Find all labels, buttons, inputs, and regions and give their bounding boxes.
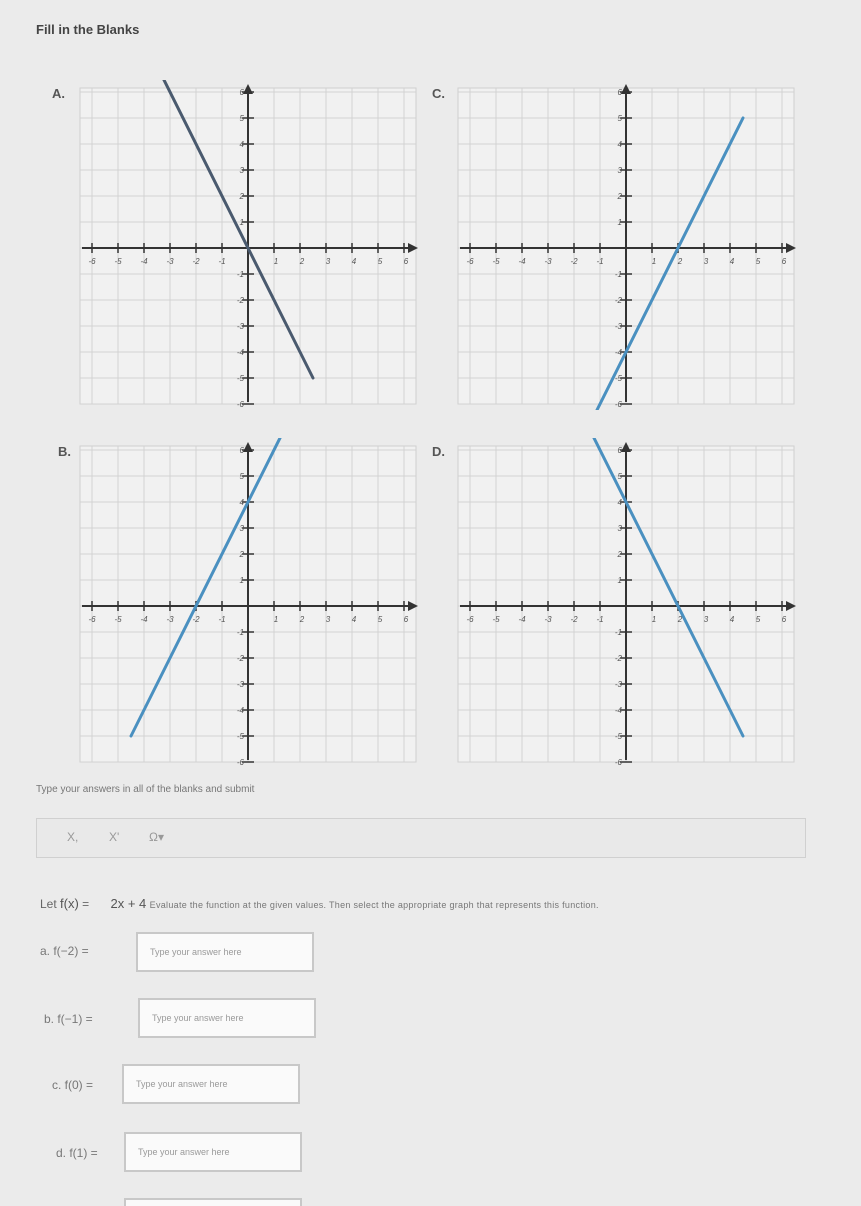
question-d-label: d. f(1) = bbox=[56, 1146, 98, 1160]
answer-d-input[interactable] bbox=[124, 1132, 302, 1172]
y-tick-label: -5 bbox=[614, 374, 622, 383]
x-tick-label: -6 bbox=[88, 257, 96, 266]
y-tick-label: 1 bbox=[239, 218, 244, 227]
question-c-label: c. f(0) = bbox=[52, 1078, 94, 1092]
y-tick-label: -1 bbox=[614, 628, 622, 637]
x-tick-label: -5 bbox=[114, 615, 122, 624]
x-tick-label: -2 bbox=[192, 615, 200, 624]
x-tick-label: -5 bbox=[492, 615, 500, 624]
instructions: Type your answers in all of the blanks and submit bbox=[36, 784, 255, 795]
y-tick-label: 5 bbox=[617, 114, 622, 123]
page-title: Fill in the Blanks bbox=[36, 22, 140, 37]
x-tick-label: -4 bbox=[140, 615, 148, 624]
y-tick-label: -4 bbox=[236, 706, 244, 715]
y-tick-label: -5 bbox=[236, 374, 244, 383]
x-tick-label: 5 bbox=[755, 615, 761, 624]
y-tick-label: -1 bbox=[236, 628, 244, 637]
x-tick-label: -2 bbox=[570, 615, 578, 624]
x-tick-label: 5 bbox=[377, 615, 383, 624]
x-tick-label: 6 bbox=[781, 615, 787, 624]
x-tick-label: -6 bbox=[88, 615, 96, 624]
x-tick-label: 4 bbox=[729, 257, 735, 266]
x-tick-label: 2 bbox=[677, 615, 683, 624]
y-tick-label: 3 bbox=[617, 524, 622, 533]
graph-c[interactable] bbox=[446, 80, 806, 410]
x-tick-label: -4 bbox=[518, 615, 526, 624]
x-tick-label: 4 bbox=[351, 257, 357, 266]
y-tick-label: -3 bbox=[614, 322, 622, 331]
y-tick-label: -5 bbox=[614, 732, 622, 741]
graph-a[interactable] bbox=[68, 80, 428, 410]
x-tick-label: -5 bbox=[492, 257, 500, 266]
superscript-button[interactable]: X' bbox=[109, 830, 120, 844]
y-tick-label: -6 bbox=[614, 400, 622, 409]
x-tick-label: 1 bbox=[651, 257, 657, 266]
x-tick-label: -3 bbox=[544, 257, 552, 266]
x-tick-label: -5 bbox=[114, 257, 122, 266]
formatting-toolbar bbox=[36, 818, 806, 858]
y-tick-label: -4 bbox=[614, 706, 622, 715]
y-tick-label: 2 bbox=[239, 550, 244, 559]
graph-a-label: A. bbox=[52, 86, 65, 101]
answer-b-input[interactable] bbox=[138, 998, 316, 1038]
x-tick-label: 3 bbox=[703, 615, 709, 624]
y-tick-label: -6 bbox=[236, 400, 244, 409]
function-name: f(x) bbox=[60, 896, 79, 911]
function-expression: 2x + 4 bbox=[110, 896, 147, 911]
x-tick-label: -4 bbox=[518, 257, 526, 266]
y-tick-label: 3 bbox=[239, 166, 244, 175]
x-tick-label: 2 bbox=[299, 615, 305, 624]
x-tick-label: 5 bbox=[755, 257, 761, 266]
problem-statement bbox=[40, 896, 599, 911]
y-tick-label: -2 bbox=[614, 296, 622, 305]
y-tick-label: 3 bbox=[239, 524, 244, 533]
x-tick-label: 3 bbox=[325, 257, 331, 266]
y-tick-label: -4 bbox=[614, 348, 622, 357]
question-b-label: b. f(−1) = bbox=[44, 1012, 93, 1026]
y-tick-label: -2 bbox=[614, 654, 622, 663]
graph-c-label: C. bbox=[432, 86, 445, 101]
y-tick-label: 2 bbox=[617, 192, 622, 201]
x-tick-label: -2 bbox=[570, 257, 578, 266]
y-tick-label: 6 bbox=[239, 88, 244, 97]
x-tick-label: 4 bbox=[351, 615, 357, 624]
x-tick-label: 2 bbox=[677, 257, 683, 266]
x-tick-label: -2 bbox=[192, 257, 200, 266]
subscript-button[interactable]: X, bbox=[67, 830, 79, 844]
graph-b[interactable] bbox=[68, 438, 428, 768]
y-tick-label: -2 bbox=[236, 654, 244, 663]
x-tick-label: 6 bbox=[781, 257, 787, 266]
y-tick-label: 6 bbox=[617, 88, 622, 97]
answer-a-input[interactable] bbox=[136, 932, 314, 972]
y-tick-label: 4 bbox=[617, 140, 622, 149]
y-tick-label: 1 bbox=[239, 576, 244, 585]
y-tick-label: 4 bbox=[239, 498, 244, 507]
x-tick-label: 3 bbox=[703, 257, 709, 266]
graph-b-label: B. bbox=[58, 444, 71, 459]
symbol-dropdown[interactable] bbox=[149, 830, 164, 844]
y-tick-label: 2 bbox=[239, 192, 244, 201]
y-tick-label: -3 bbox=[236, 680, 244, 689]
y-tick-label: 5 bbox=[239, 472, 244, 481]
x-tick-label: 1 bbox=[273, 257, 279, 266]
prompt-lead: Let bbox=[40, 897, 57, 911]
y-tick-label: 6 bbox=[239, 446, 244, 455]
x-tick-label: -6 bbox=[466, 257, 474, 266]
x-tick-label: 5 bbox=[377, 257, 383, 266]
x-tick-label: 6 bbox=[403, 257, 409, 266]
y-tick-label: -6 bbox=[614, 758, 622, 767]
y-tick-label: -1 bbox=[236, 270, 244, 279]
x-tick-label: -1 bbox=[218, 615, 226, 624]
x-tick-label: 6 bbox=[403, 615, 409, 624]
x-tick-label: -3 bbox=[166, 615, 174, 624]
x-tick-label: -3 bbox=[544, 615, 552, 624]
y-tick-label: -5 bbox=[236, 732, 244, 741]
omega-icon: Ω bbox=[149, 830, 158, 844]
y-tick-label: -3 bbox=[236, 322, 244, 331]
y-tick-label: 6 bbox=[617, 446, 622, 455]
graph-svg bbox=[446, 80, 806, 410]
graph-d-label: D. bbox=[432, 444, 445, 459]
chevron-down-icon: ▾ bbox=[157, 830, 165, 844]
y-tick-label: -6 bbox=[236, 758, 244, 767]
y-tick-label: -2 bbox=[236, 296, 244, 305]
x-tick-label: -4 bbox=[140, 257, 148, 266]
x-tick-label: 1 bbox=[651, 615, 657, 624]
x-tick-label: -1 bbox=[218, 257, 226, 266]
equals-sign: = bbox=[82, 897, 90, 911]
y-tick-label: 5 bbox=[239, 114, 244, 123]
question-a-label: a. f(−2) = bbox=[40, 944, 89, 958]
x-tick-label: 3 bbox=[325, 615, 331, 624]
y-tick-label: 1 bbox=[617, 576, 622, 585]
graph-svg bbox=[446, 438, 806, 768]
answer-c-input[interactable] bbox=[122, 1064, 300, 1104]
x-tick-label: -3 bbox=[166, 257, 174, 266]
y-tick-label: -1 bbox=[614, 270, 622, 279]
y-tick-label: 4 bbox=[617, 498, 622, 507]
x-tick-label: -1 bbox=[596, 615, 604, 624]
x-tick-label: 1 bbox=[273, 615, 279, 624]
next-answer-box-partial bbox=[124, 1198, 302, 1206]
graph-svg bbox=[68, 438, 428, 768]
x-tick-label: 4 bbox=[729, 615, 735, 624]
graph-svg bbox=[68, 80, 428, 410]
problem-description: Evaluate the function at the given values. Then select the appropriate graph that represents this function. bbox=[149, 900, 599, 910]
x-tick-label: 2 bbox=[299, 257, 305, 266]
y-tick-label: 2 bbox=[617, 550, 622, 559]
y-tick-label: -3 bbox=[614, 680, 622, 689]
y-tick-label: 1 bbox=[617, 218, 622, 227]
y-tick-label: 4 bbox=[239, 140, 244, 149]
x-tick-label: -1 bbox=[596, 257, 604, 266]
graph-d[interactable] bbox=[446, 438, 806, 768]
y-tick-label: -4 bbox=[236, 348, 244, 357]
y-tick-label: 5 bbox=[617, 472, 622, 481]
y-tick-label: 3 bbox=[617, 166, 622, 175]
x-tick-label: -6 bbox=[466, 615, 474, 624]
